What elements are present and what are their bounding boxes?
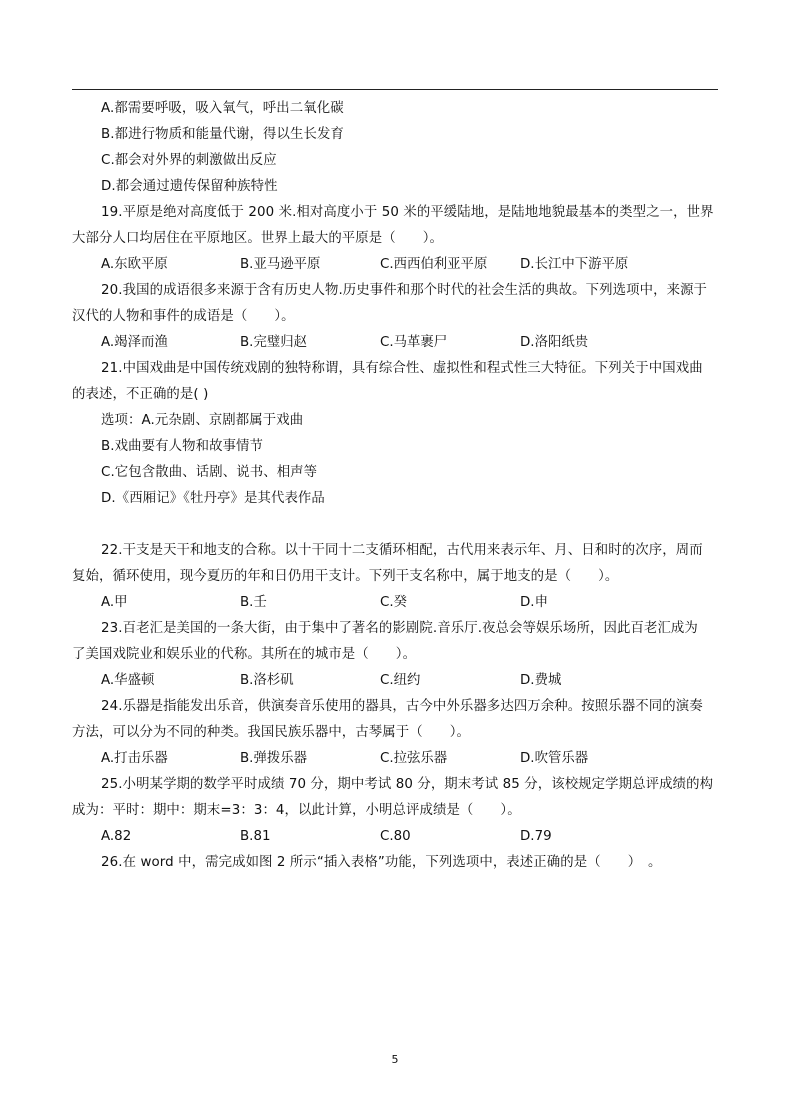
q20-option-b: B.完璧归赵: [240, 335, 308, 350]
q21-option-a: 选项：A.元杂剧、京剧都属于戏曲: [101, 413, 304, 428]
q22-option-c: C.癸: [380, 595, 407, 610]
q18-option-b: B.都进行物质和能量代谢，得以生长发育: [101, 127, 344, 142]
q24-stem-line-2: 方法，可以分为不同的种类。我国民族乐器中，古琴属于（ ）。: [72, 725, 471, 740]
q22-option-d: D.申: [520, 595, 548, 610]
q19-option-b: B.亚马逊平原: [240, 257, 321, 272]
q25-stem-line-1: 25.小明某学期的数学平时成绩 70 分，期中考试 80 分，期末考试 85 分，该校规定学期总评成绩的构: [101, 777, 714, 792]
q20-stem-line-2: 汉代的人物和事件的成语是（ ）。: [72, 309, 295, 324]
q23-option-b: B.洛杉矶: [240, 673, 294, 688]
q25-option-b: B.81: [240, 829, 271, 844]
q25-option-c: C.80: [380, 829, 411, 844]
q18-option-c: C.都会对外界的刺激做出反应: [101, 153, 277, 168]
q23-option-c: C.纽约: [380, 673, 421, 688]
q25-option-a: A.82: [101, 829, 132, 844]
q24-option-b: B.弹拨乐器: [240, 751, 308, 766]
q22-option-a: A.甲: [101, 595, 128, 610]
q21-option-d: D.《西厢记》《牡丹亭》是其代表作品: [101, 491, 325, 506]
q24-option-d: D.吹管乐器: [520, 751, 589, 766]
q21-option-b: B.戏曲要有人物和故事情节: [101, 439, 264, 454]
q24-option-a: A.打击乐器: [101, 751, 168, 766]
q19-option-d: D.长江中下游平原: [520, 257, 629, 272]
q23-option-a: A.华盛顿: [101, 673, 155, 688]
q24-stem-line-1: 24.乐器是指能发出乐音，供演奏音乐使用的器具，古今中外乐器多达四万余种。按照乐器不同的演奏: [101, 699, 703, 714]
q25-option-d: D.79: [520, 829, 552, 844]
header-rule: [72, 89, 718, 90]
q19-stem-line-1: 19.平原是绝对高度低于 200 米.相对高度小于 50 米的平缓陆地，是陆地地貌最基本的类型之一，世界: [101, 205, 714, 220]
q20-option-a: A.竭泽而渔: [101, 335, 168, 350]
page-number: 5: [391, 1053, 399, 1066]
q24-option-c: C.拉弦乐器: [380, 751, 448, 766]
q18-option-d: D.都会通过遗传保留种族特性: [101, 179, 278, 194]
q19-option-c: C.西西伯利亚平原: [380, 257, 488, 272]
q25-stem-line-2: 成为：平时：期中：期末=3：3：4，以此计算，小明总评成绩是（ ）。: [72, 803, 521, 818]
q20-option-c: C.马革裹尸: [380, 335, 448, 350]
q19-stem-line-2: 大部分人口均居住在平原地区。世界上最大的平原是（ ）。: [72, 231, 444, 246]
q23-stem-line-2: 了美国戏院业和娱乐业的代称。其所在的城市是（ ）。: [72, 647, 417, 662]
q18-option-a: A.都需要呼吸，吸入氧气，呼出二氧化碳: [101, 101, 344, 116]
q21-option-c: C.它包含散曲、话剧、说书、相声等: [101, 465, 318, 480]
q22-stem-line-1: 22.干支是天干和地支的合称。以十干同十二支循环相配，古代用来表示年、月、日和时的次序，周而: [101, 543, 703, 558]
q23-stem-line-1: 23.百老汇是美国的一条大街，由于集中了著名的影剧院.音乐厅.夜总会等娱乐场所，因此百老汇成为: [101, 621, 698, 636]
q21-stem-line-2: 的表述，不正确的是( ): [72, 387, 209, 402]
q22-stem-line-2: 复始，循环使用，现今夏历的年和日仍用干支计。下列干支名称中，属于地支的是（ ）。: [72, 569, 619, 584]
q20-stem-line-1: 20.我国的成语很多来源于含有历史人物.历史事件和那个时代的社会生活的典故。下列选项中，来源于: [101, 283, 708, 298]
q19-option-a: A.东欧平原: [101, 257, 168, 272]
q23-option-d: D.费城: [520, 673, 562, 688]
q26-stem-line-1: 26.在 word 中，需完成如图 2 所示“插入表格”功能，下列选项中，表述正确的是（ ） 。: [101, 855, 662, 870]
q20-option-d: D.洛阳纸贵: [520, 335, 589, 350]
q22-option-b: B.壬: [240, 595, 267, 610]
q21-stem-line-1: 21.中国戏曲是中国传统戏剧的独特称谓，具有综合性、虚拟性和程式性三大特征。下列关于中国戏曲: [101, 361, 703, 376]
